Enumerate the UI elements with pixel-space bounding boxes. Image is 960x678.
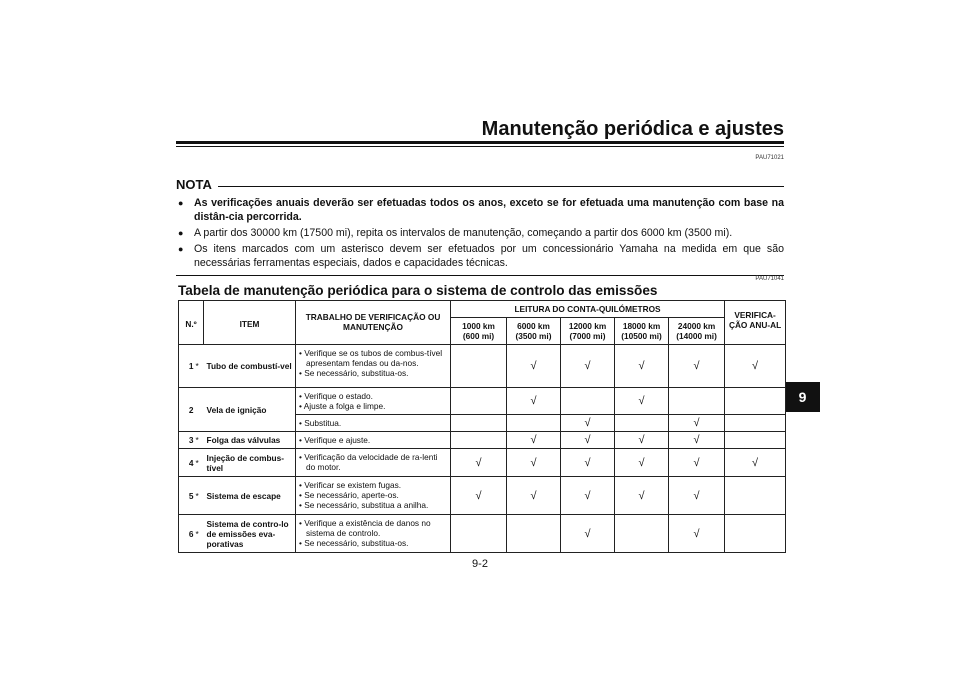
note-item-text: Os itens marcados com um asterisco devem ser efetuados por um concessionário Yamaha na medida em que são necessárias ferramentas especiais, dados e capacidades técnicas.	[194, 243, 784, 269]
check-mark: √	[669, 477, 725, 515]
row-number: 4	[179, 449, 195, 477]
check-mark: √	[507, 388, 561, 415]
asterisk-mark: *	[195, 345, 204, 388]
note-item-text: A partir dos 30000 km (17500 mi), repita os intervalos de manutenção, começando a partir dos 6000 km (3500 mi).	[194, 227, 733, 239]
row-number: 2	[179, 388, 195, 432]
cell-annual	[725, 515, 786, 553]
header-annual: VERIFICA-ÇÃO ANU-AL	[725, 301, 786, 345]
asterisk-mark	[195, 388, 204, 432]
cell-24000	[669, 388, 725, 415]
asterisk-mark: *	[195, 515, 204, 553]
row-number: 6	[179, 515, 195, 553]
header-rule-thin	[176, 146, 784, 147]
reference-code: PAU71021	[755, 155, 784, 161]
header-work: TRABALHO DE VERIFICAÇÃO OU MANUTENÇÃO	[296, 301, 451, 345]
page-number: 9-2	[472, 558, 488, 570]
note-rule	[218, 186, 784, 187]
check-mark: √	[615, 432, 669, 449]
interval-1000: 1000 km (600 mi)	[451, 318, 507, 345]
row-number: 1	[179, 345, 195, 388]
row-item: Injeção de combus-tível	[204, 449, 296, 477]
check-mark: √	[669, 345, 725, 388]
maintenance-table	[178, 300, 786, 553]
cell-1000	[451, 432, 507, 449]
check-mark: √	[451, 449, 507, 477]
cell-1000	[451, 415, 507, 432]
check-mark: √	[669, 449, 725, 477]
note-block	[176, 177, 784, 276]
check-mark: √	[561, 345, 615, 388]
check-mark: √	[615, 477, 669, 515]
table-row	[179, 477, 786, 515]
row-item: Sistema de escape	[204, 477, 296, 515]
cell-annual	[725, 477, 786, 515]
chapter-tab[interactable]: 9	[785, 382, 820, 412]
cell-6000	[507, 415, 561, 432]
note-list	[176, 196, 784, 270]
interval-6000: 6000 km (3500 mi)	[507, 318, 561, 345]
check-mark: √	[507, 345, 561, 388]
header-rule	[176, 141, 784, 144]
cell-1000	[451, 345, 507, 388]
cell-1000	[451, 515, 507, 553]
header-odometer: LEITURA DO CONTA-QUILÓMETROS	[451, 301, 725, 318]
header-no: N.º	[179, 301, 204, 345]
row-number: 5	[179, 477, 195, 515]
check-mark: √	[451, 477, 507, 515]
asterisk-mark: *	[195, 432, 204, 449]
row-item: Vela de ignição	[204, 388, 296, 432]
table-header-row	[179, 301, 786, 318]
note-bottom-rule	[176, 275, 784, 276]
note-item	[176, 242, 784, 270]
interval-18000: 18000 km (10500 mi)	[615, 318, 669, 345]
note-item	[176, 196, 784, 224]
check-mark: √	[561, 432, 615, 449]
note-item-text: As verificações anuais deverão ser efetuadas todos os anos, exceto se for efetuada uma manutenção com base na distân-cia percorrida.	[194, 197, 784, 223]
check-mark: √	[507, 432, 561, 449]
bullet-icon: ●	[178, 228, 184, 238]
interval-12000: 12000 km (7000 mi)	[561, 318, 615, 345]
cell-annual	[725, 415, 786, 432]
row-work: • Verificação da velocidade de ra-lenti do motor.	[296, 449, 451, 477]
check-mark: √	[615, 345, 669, 388]
asterisk-mark: *	[195, 477, 204, 515]
row-work: • Substitua.	[296, 415, 451, 432]
check-mark: √	[725, 449, 786, 477]
check-mark: √	[669, 432, 725, 449]
cell-18000	[615, 515, 669, 553]
check-mark: √	[507, 449, 561, 477]
table-row	[179, 449, 786, 477]
page-header-title: Manutenção periódica e ajustes	[481, 118, 784, 140]
check-mark: √	[561, 415, 615, 432]
asterisk-mark: *	[195, 449, 204, 477]
table-row	[179, 432, 786, 449]
row-work: • Verifique a existência de danos no sistema de controlo. • Se necessário, substitua-os.	[296, 515, 451, 553]
check-mark: √	[669, 515, 725, 553]
section-title: Tabela de manutenção periódica para o sistema de controlo das emissões	[178, 283, 658, 298]
check-mark: √	[615, 449, 669, 477]
cell-12000	[561, 388, 615, 415]
interval-24000: 24000 km (14000 mi)	[669, 318, 725, 345]
check-mark: √	[615, 388, 669, 415]
row-item: Folga das válvulas	[204, 432, 296, 449]
check-mark: √	[561, 477, 615, 515]
check-mark: √	[561, 515, 615, 553]
note-item	[176, 226, 784, 240]
cell-annual	[725, 432, 786, 449]
row-work: • Verifique e ajuste.	[296, 432, 451, 449]
row-item: Sistema de contro-lo de emissões eva-porativas	[204, 515, 296, 553]
check-mark: √	[669, 415, 725, 432]
row-number: 3	[179, 432, 195, 449]
note-title: NOTA	[176, 177, 212, 192]
cell-18000	[615, 415, 669, 432]
table-row	[179, 515, 786, 553]
row-work: • Verifique o estado. • Ajuste a folga e limpe.	[296, 388, 451, 415]
row-item: Tubo de combustí-vel	[204, 345, 296, 388]
check-mark: √	[561, 449, 615, 477]
note-header	[176, 177, 784, 192]
header-item: ITEM	[204, 301, 296, 345]
table-row	[179, 388, 786, 415]
bullet-icon: ●	[178, 244, 184, 254]
bullet-icon: ●	[178, 198, 184, 208]
row-work: • Verifique se os tubos de combus-tível apresentam fendas ou da-nos. • Se necessário, substitua-os.	[296, 345, 451, 388]
row-work: • Verificar se existem fugas. • Se necessário, aperte-os. • Se necessário, substitua a anilha.	[296, 477, 451, 515]
cell-1000	[451, 388, 507, 415]
cell-6000	[507, 515, 561, 553]
section-code: PAU71041	[755, 276, 784, 282]
check-mark: √	[725, 345, 786, 388]
cell-annual	[725, 388, 786, 415]
table-row	[179, 345, 786, 388]
check-mark: √	[507, 477, 561, 515]
